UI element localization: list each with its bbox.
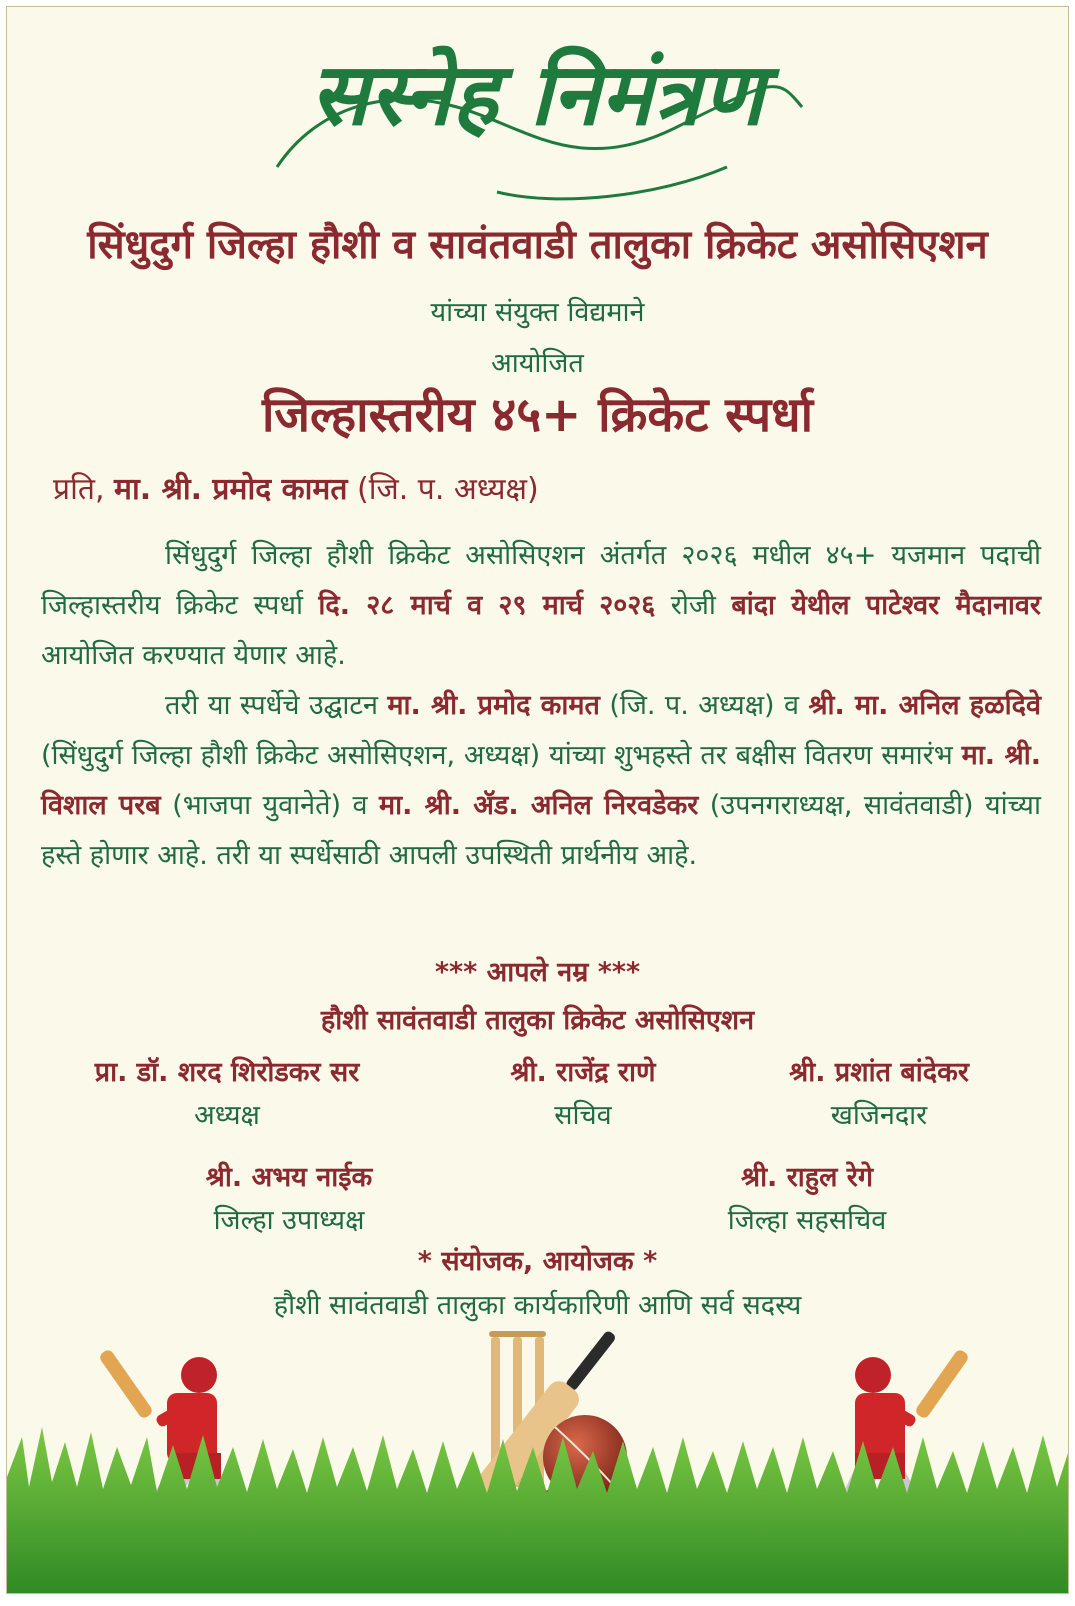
body-paragraph-1 xyxy=(41,531,1041,681)
addressee-line xyxy=(53,467,539,508)
guest-name: मा. श्री. प्रमोद कामत xyxy=(387,690,600,721)
officer-president xyxy=(57,1052,397,1132)
officer-secretary xyxy=(413,1052,753,1132)
officer-role: जिल्हा सहसचिव xyxy=(727,1205,887,1236)
body-paragraph-2 xyxy=(41,681,1041,881)
officer-role: सचिव xyxy=(554,1100,612,1131)
body-text: (भाजपा युवानेते) व xyxy=(172,790,368,821)
guest-name: मा. श्री. विशाल परब xyxy=(41,740,1041,821)
body-text: (जि. प. अध्यक्ष) व xyxy=(609,690,800,721)
officer-role: अध्यक्ष xyxy=(194,1100,260,1131)
addressee-role: (जि. प. अध्यक्ष) xyxy=(356,472,539,507)
humble-signoff: *** आपले नम्र *** xyxy=(434,957,641,988)
body-text: आयोजित करण्यात येणार आहे. xyxy=(41,640,346,671)
invitation-card xyxy=(6,6,1069,1594)
body-text: (उपनगराध्यक्ष, सावंतवाडी) यांच्या हस्ते होणार आहे. तरी या स्पर्धेसाठी आपली उपस्थिती प्रार्थनीय आहे. xyxy=(41,790,1041,871)
invitation-body xyxy=(41,531,1041,881)
body-text: तरी या स्पर्धेचे उद्घाटन xyxy=(165,690,378,721)
organized-line: आयोजित xyxy=(491,348,584,379)
guest-name: मा. श्री. ॲड. अनिल निरवडेकर xyxy=(379,790,699,821)
invitation-script-title: सस्नेह निमंत्रण xyxy=(310,44,765,145)
officer-role: खजिनदार xyxy=(830,1100,928,1131)
joint-auspices-line: यांच्या संयुक्त विद्यमाने xyxy=(430,297,645,328)
addressee-name: मा. श्री. प्रमोद कामत xyxy=(114,472,348,507)
cricket-illustration xyxy=(7,1317,1069,1594)
body-text: सिंधुदुर्ग जिल्हा हौशी क्रिकेट असोसिएशन अंतर्गत २०२६ मधील ४५+ यजमान पदाची जिल्हास्तरीय क्रिकेट स्पर्धा xyxy=(41,540,1041,621)
event-dates: दि. २८ मार्च व २९ मार्च २०२६ xyxy=(318,590,656,621)
guest-name: श्री. मा. अनिल हळदिवे xyxy=(808,690,1041,721)
event-title: जिल्हास्तरीय ४५+ क्रिकेट स्पर्धा xyxy=(261,387,814,443)
organization-title: सिंधुदुर्ग जिल्हा हौशी व सावंतवाडी तालुका क्रिकेट असोसिएशन xyxy=(87,222,988,268)
officer-name: श्री. राजेंद्र राणे xyxy=(510,1057,656,1088)
officer-treasurer xyxy=(709,1052,1049,1132)
body-text: रोजी xyxy=(670,590,716,621)
officer-district-joint-secretary xyxy=(637,1157,977,1237)
officer-name: प्रा. डॉ. शरद शिरोडकर सर xyxy=(94,1057,360,1088)
officer-district-vice-president xyxy=(119,1157,459,1237)
addressee-prefix: प्रति, xyxy=(53,472,105,507)
officer-name: श्री. अभय नाईक xyxy=(205,1162,373,1193)
officer-name: श्री. प्रशांत बांदेकर xyxy=(789,1057,969,1088)
signoff-association: हौशी सावंतवाडी तालुका क्रिकेट असोसिएशन xyxy=(320,1005,755,1036)
coordinators-members: हौशी सावंतवाडी तालुका कार्यकारिणी आणि सर्व सदस्य xyxy=(273,1290,802,1321)
coordinators-title: * संयोजक, आयोजक * xyxy=(417,1246,658,1277)
event-venue: बांदा येथील पाटेश्वर मैदानावर xyxy=(731,590,1041,621)
officer-role: जिल्हा उपाध्यक्ष xyxy=(213,1205,365,1236)
officer-name: श्री. राहुल रेगे xyxy=(740,1162,874,1193)
body-text: (सिंधुदुर्ग जिल्हा हौशी क्रिकेट असोसिएशन, अध्यक्ष) यांच्या शुभहस्ते तर बक्षीस वितरण समारंभ xyxy=(41,740,953,771)
